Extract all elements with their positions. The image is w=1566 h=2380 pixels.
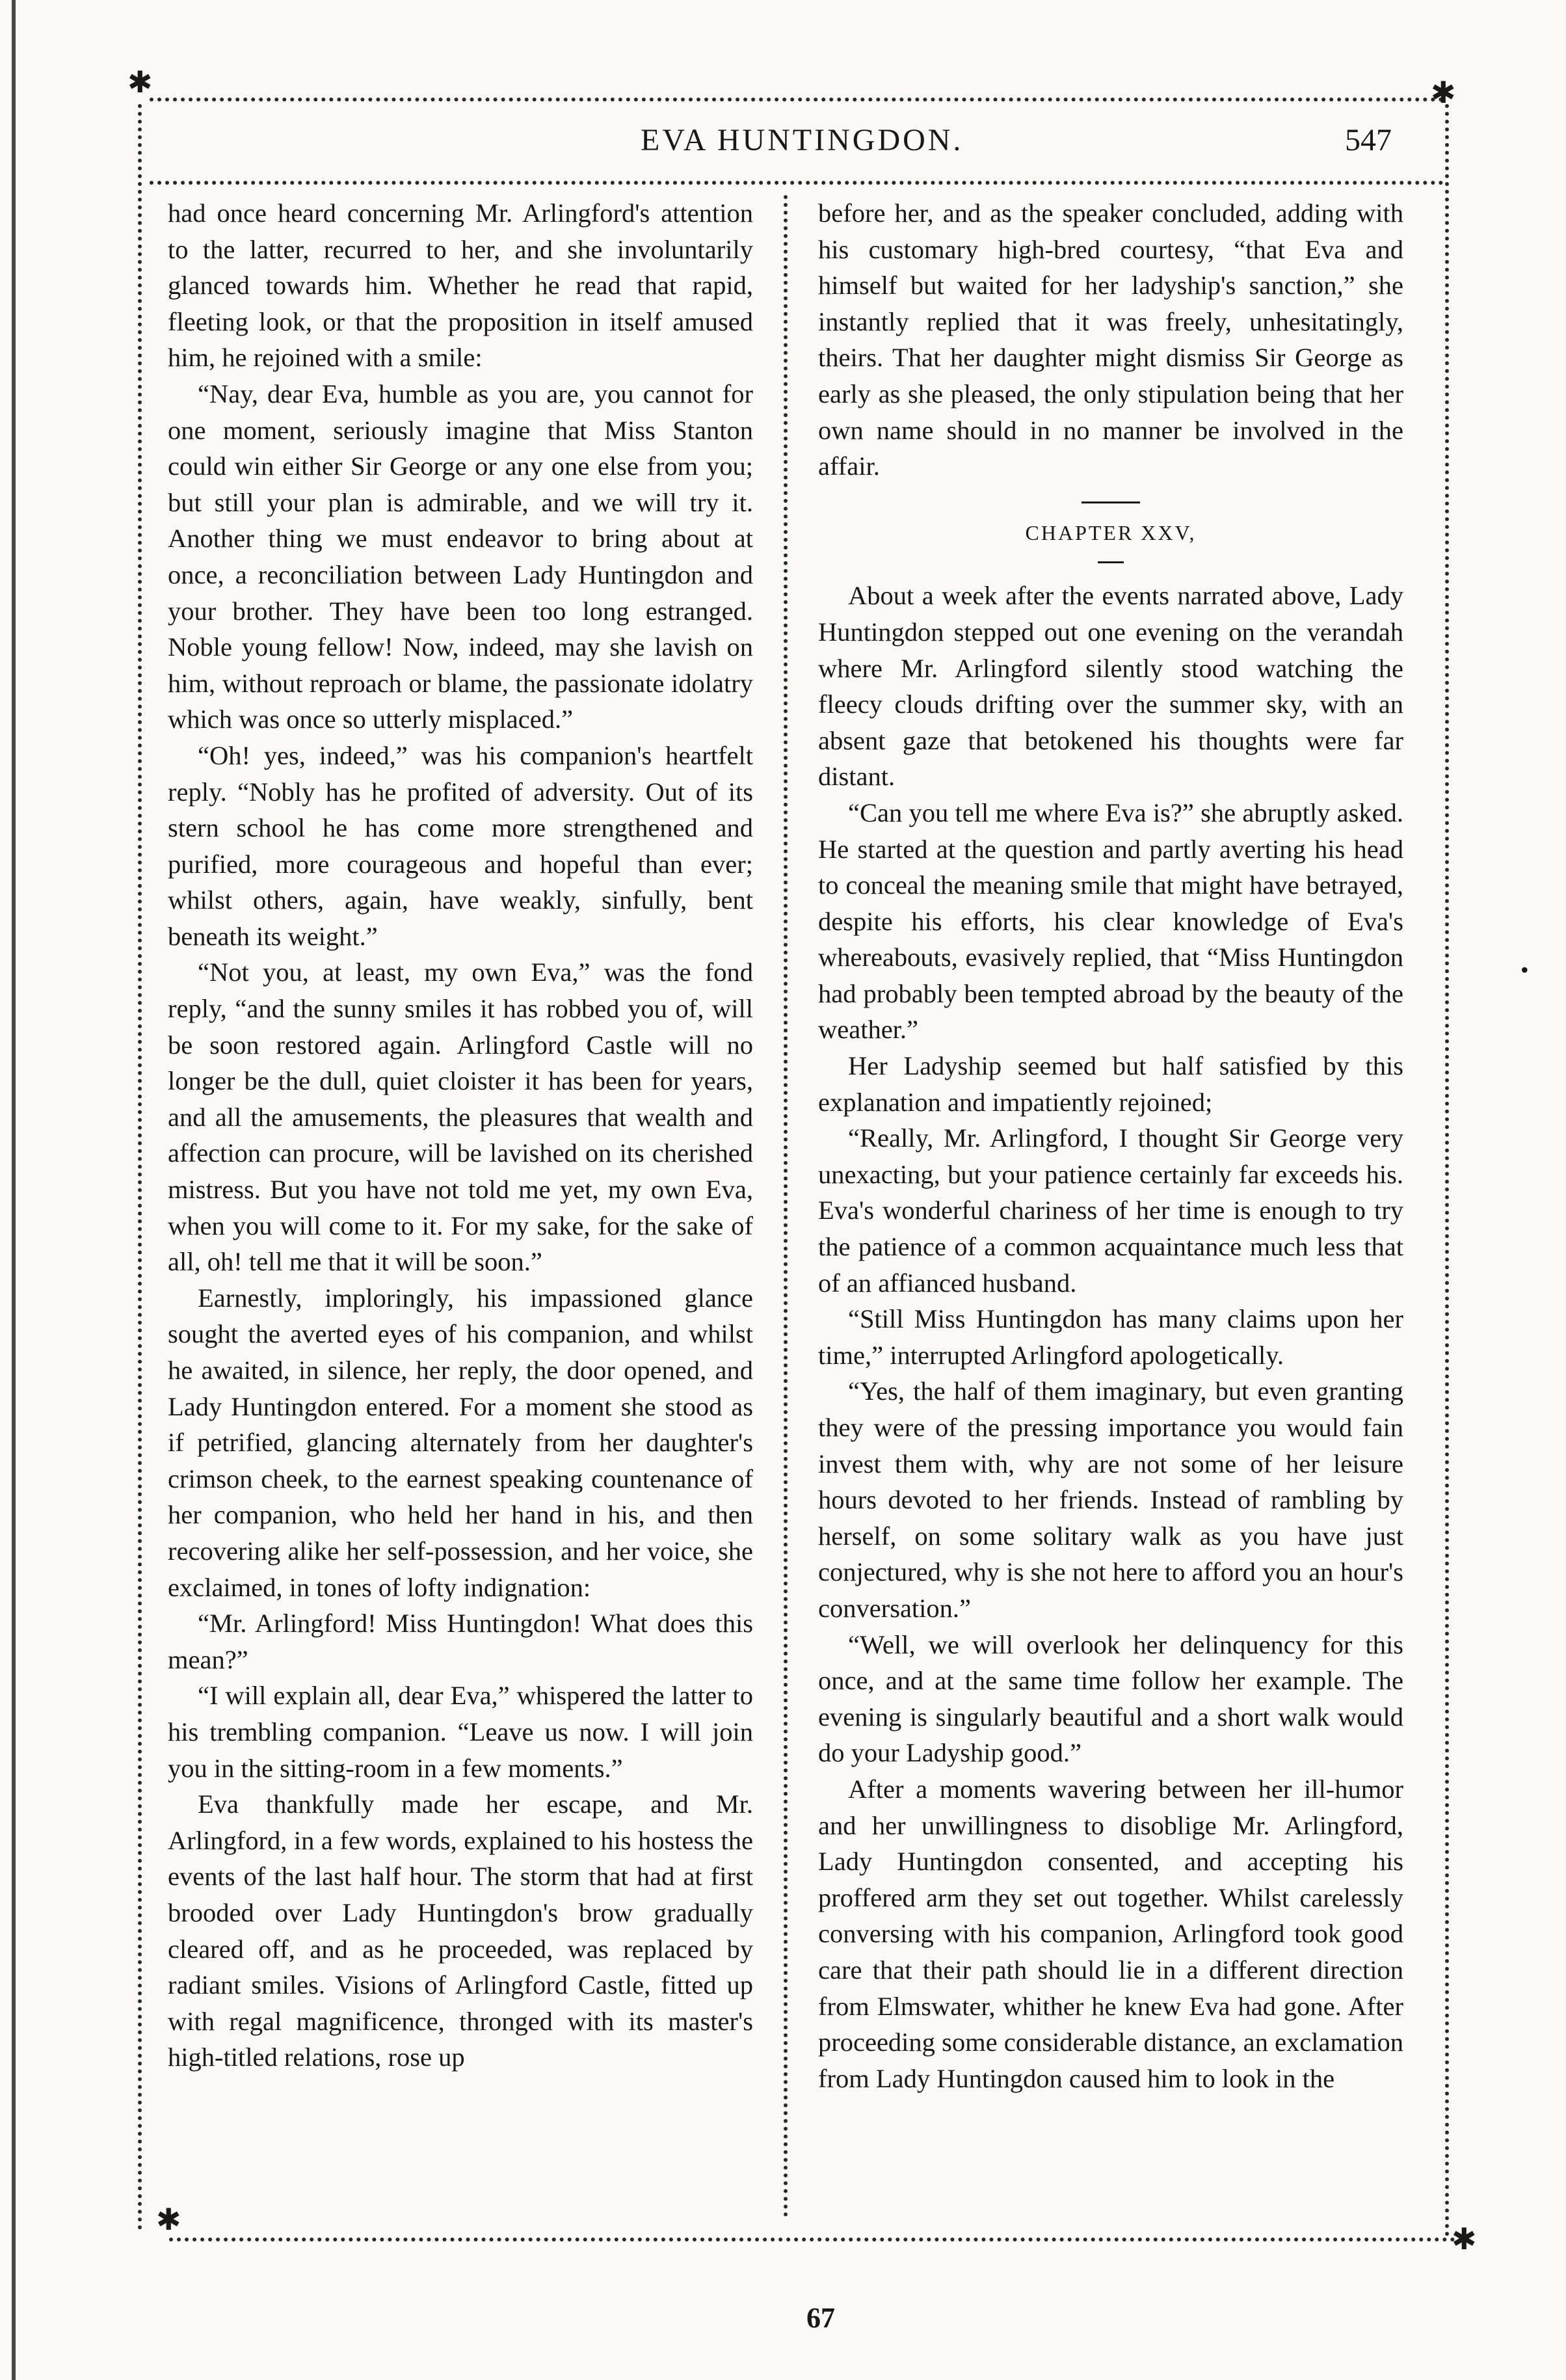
paragraph: Earnestly, imploringly, his impassioned glance sought the averted eyes of his companion, and whilst he awaited, in silence, her reply, the door opened, and Lady Huntingdon entered. For a moment she stood as if petrified, glancing alternately from her daughter's crimson cheek, to the earnest speaking countenance of her companion, who held her hand in his, and then recovering alike her self-possession, and her voice, she exclaimed, in tones of lofty indignation: [168,1283,753,1602]
paragraph: “Really, Mr. Arlingford, I thought Sir George very unexacting, but your patience certainly far exceeds his. Eva's wonderful chariness of her time is enough to try the patience of a common acquaintance much less that of an affianced husband. [818,1123,1403,1298]
chapter-rule-bottom [1098,561,1124,563]
paragraph: “Nay, dear Eva, humble as you are, you cannot for one moment, seriously imagine that Miss Stanton could win either Sir George or any one else from you; but still your plan is admirable, and we will try it. Another thing we must endeavor to bring about at once, a reconciliation between Lady Huntingdon and your brother. They have been too long estranged. Noble young fellow! Now, indeed, may she lavish on him, without reproach or blame, the passionate idolatry which was once so utterly misplaced.” [168,379,753,734]
paragraph: After a moments wavering between her ill-humor and her unwillingness to disoblige Mr. Arlingford, Lady Huntingdon consented, and accepting his proffered arm they set out together. Whilst carelessly conversing with his companion, Arlingford took good care that their path should lie in a different direction from Elmswater, whither he knew Eva had gone. After proceeding some considerable distance, an exclamation from Lady Huntingdon caused him to look in the [818,1774,1403,2093]
header-border-rule [150,181,1444,185]
page-number: 547 [1345,123,1392,157]
corner-ornament-top-right: ✱ [1431,76,1456,109]
paragraph: “Well, we will overlook her delinquency for this once, and at the same time follow her example. The evening is singularly beautiful and a short walk would do your Ladyship good.” [818,1629,1403,1768]
paragraph: Her Ladyship seemed but half satisfied by this explanation and impatiently rejoined; [818,1051,1403,1117]
binding-edge [12,0,16,2380]
column-divider [784,195,788,2218]
paragraph: had once heard concerning Mr. Arlingford's attention to the latter, recurred to her, and she involuntarily glanced towards him. Whether he read that rapid, fleeting look, or that the proposition in itself amused him, he rejoined with a smile: [168,198,753,373]
left-border-rule [138,104,142,2231]
left-column [168,195,753,2076]
paragraph: before her, and as the speaker concluded, adding with his customary high-bred courtesy, “that Eva and himself but waited for her ladyship's sanction,” she instantly replied that it was freely, unhesitatingly, theirs. That her daughter might dismiss Sir George as early as she pleased, the only stipulation being that her own name should in no manner be involved in the affair. [818,198,1403,481]
chapter-rule-top [1082,501,1140,503]
margin-mark: • [1520,957,1529,983]
paragraph: Eva thankfully made her escape, and Mr. Arlingford, in a few words, explained to his hostess the events of the last half hour. The storm that had at first brooded over Lady Huntingdon's brow gradually cleared off, and as he proceeded, was replaced by radiant smiles. Visions of Arlingford Castle, fitted up with regal magnificence, thronged with its master's high-titled relations, rose up [168,1789,753,2072]
paragraph: “Not you, at least, my own Eva,” was the fond reply, “and the sunny smiles it has robbed you of, will be soon restored again. Arlingford Castle will no longer be the dull, quiet cloister it has been for years, and all the amusements, the pleasures that wealth and affection can procure, will be lavished on its cherished mistress. But you have not told me yet, my own Eva, when you will come to it. For my sake, for the sake of all, oh! tell me that it will be soon.” [168,957,753,1277]
corner-ornament-bottom-left: ✱ [156,2203,181,2236]
top-border-rule [150,98,1444,101]
corner-ornament-top-left: ✱ [127,66,153,99]
paragraph: “Can you tell me where Eva is?” she abruptly asked. He started at the question and partly averting his head to conceal the meaning smile that might have betrayed, despite his efforts, his clear knowledge of Eva's whereabouts, evasively replied, that “Miss Huntingdon had probably been tempted abroad by the beauty of the weather.” [818,797,1403,1045]
paragraph: “Still Miss Huntingdon has many claims upon her time,” interrupted Arlingford apologetically. [818,1304,1403,1370]
running-head-title: EVA HUNTINGDON. [641,123,964,157]
right-column [818,195,1403,2096]
corner-ornament-bottom-right: ✱ [1452,2223,1477,2256]
chapter-heading: CHAPTER XXV, [1025,520,1197,544]
bottom-border-rule [169,2238,1463,2241]
paragraph: “I will explain all, dear Eva,” whispered the latter to his trembling companion. “Leave us now. I will join you in the sitting-room in a few moments.” [168,1681,753,1783]
signature-number: 67 [806,2302,835,2334]
paragraph: About a week after the events narrated above, Lady Huntingdon stepped out one evening on the verandah where Mr. Arlingford silently stood watching the fleecy clouds drifting over the summer sky, with an absent gaze that betokened his thoughts were far distant. [818,581,1403,792]
right-border-rule [1445,104,1449,2238]
paragraph: “Yes, the half of them imaginary, but even granting they were of the pressing importance you would fain invest them with, why are not some of her leisure hours devoted to her friends. Instead of rambling by herself, on some solitary walk as you have just conjectured, why is she not here to afford you an hour's conversation.” [818,1376,1403,1623]
paragraph: “Oh! yes, indeed,” was his companion's heartfelt reply. “Nobly has he profited of adversity. Out of its stern school he has come more strengthened and purified, more courageous and hopeful than ever; whilst others, again, have weakly, sinfully, bent beneath its weight.” [168,740,753,951]
paragraph: “Mr. Arlingford! Miss Huntingdon! What does this mean?” [168,1609,753,1674]
